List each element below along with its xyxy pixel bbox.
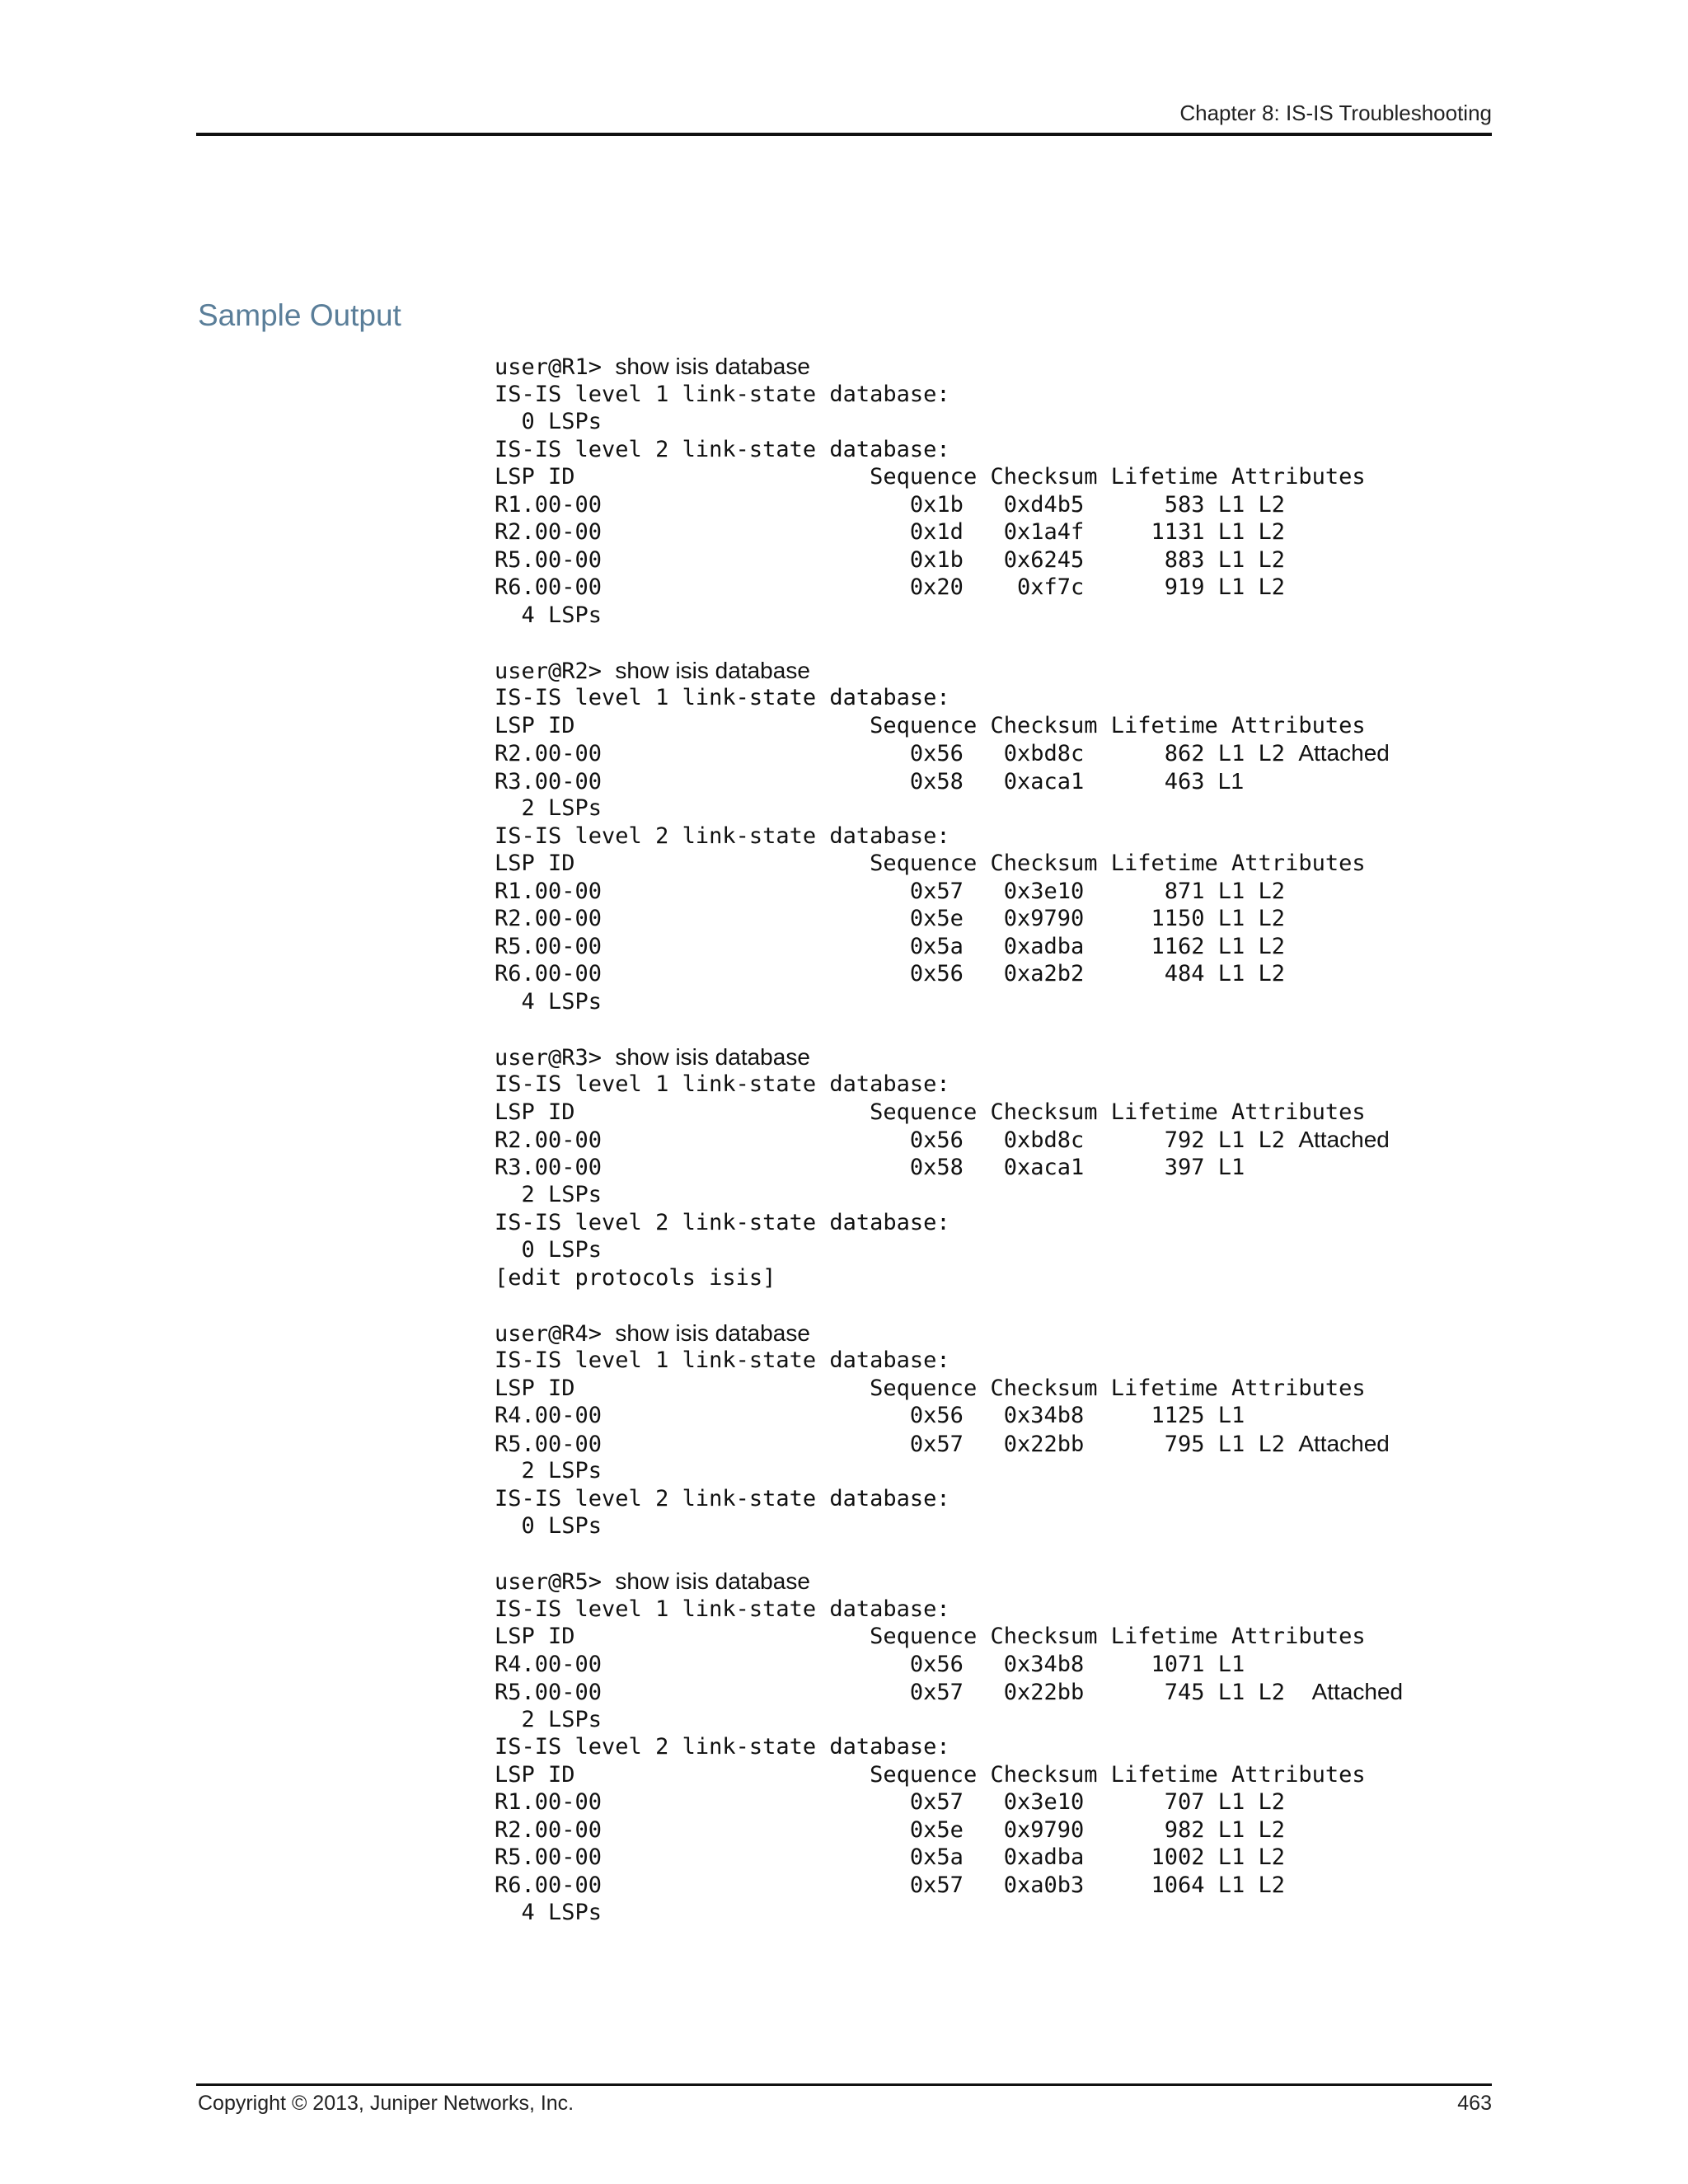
cli-command-line bbox=[495, 353, 1403, 381]
cli-text: R5.00-00 0x5a 0xadba 1162 L1 L2 bbox=[495, 933, 1286, 959]
header-divider bbox=[196, 133, 1492, 136]
cli-output-line bbox=[495, 1181, 1403, 1209]
cli-text: R1.00-00 0x57 0x3e10 871 L1 L2 bbox=[495, 878, 1286, 904]
cli-command-line bbox=[495, 1043, 1403, 1071]
cli-output-line bbox=[495, 1816, 1403, 1844]
cli-command-line bbox=[495, 1319, 1403, 1347]
cli-text: R5.00-00 0x57 0x22bb 745 L1 L2 bbox=[495, 1680, 1312, 1705]
cli-output-line bbox=[495, 1651, 1403, 1679]
cli-text: LSP ID Sequence Checksum Lifetime Attributes bbox=[495, 1624, 1366, 1649]
cli-output-line bbox=[495, 1375, 1403, 1403]
running-header: Chapter 8: IS-IS Troubleshooting bbox=[1179, 101, 1492, 125]
cli-text: [edit protocols isis] bbox=[495, 1264, 776, 1291]
cli-text: 2 LSPs bbox=[495, 1706, 603, 1732]
cli-output-line bbox=[495, 1071, 1403, 1099]
cli-text: user@R1> bbox=[495, 354, 616, 380]
cli-output-line bbox=[495, 381, 1403, 409]
cli-text: LSP ID Sequence Checksum Lifetime Attributes bbox=[495, 464, 1366, 490]
cli-output-line bbox=[495, 602, 1403, 630]
cli-text: R5.00-00 0x57 0x22bb 795 L1 L2 bbox=[495, 1431, 1299, 1457]
cli-output-line bbox=[495, 1733, 1403, 1761]
cli-output-line bbox=[495, 1457, 1403, 1485]
cli-output-line bbox=[495, 629, 1403, 657]
cli-text: user@R3> bbox=[495, 1044, 616, 1071]
cli-output-line bbox=[495, 1236, 1403, 1264]
cli-output-line bbox=[495, 1761, 1403, 1789]
cli-output-line bbox=[495, 1844, 1403, 1872]
cli-command: show isis database bbox=[615, 354, 810, 379]
cli-text: R3.00-00 0x58 0xaca1 397 L1 bbox=[495, 1154, 1245, 1180]
cli-output-line bbox=[495, 1402, 1403, 1430]
page-number: 463 bbox=[1457, 2092, 1492, 2115]
cli-output-line bbox=[495, 1540, 1403, 1568]
cli-text: 2 LSPs bbox=[495, 1182, 603, 1207]
cli-command: show isis database bbox=[615, 657, 810, 683]
cli-text: R2.00-00 0x5e 0x9790 1150 L1 L2 bbox=[495, 906, 1286, 931]
cli-output-line bbox=[495, 1788, 1403, 1816]
cli-output-line bbox=[495, 1485, 1403, 1513]
cli-text: R2.00-00 0x56 0xbd8c 792 L1 L2 bbox=[495, 1127, 1299, 1153]
cli-output-line bbox=[495, 1596, 1403, 1624]
cli-output-line bbox=[495, 1347, 1403, 1375]
cli-output-line bbox=[495, 767, 1403, 795]
cli-output-line bbox=[495, 436, 1403, 464]
cli-text: R1.00-00 0x57 0x3e10 707 L1 L2 bbox=[495, 1789, 1286, 1815]
cli-output-line bbox=[495, 491, 1403, 519]
cli-output-line bbox=[495, 684, 1403, 712]
cli-output-line bbox=[495, 1512, 1403, 1540]
cli-text: R2.00-00 0x56 0xbd8c 862 L1 L2 bbox=[495, 741, 1299, 766]
cli-text: IS-IS level 2 link-state database: bbox=[495, 823, 950, 849]
cli-text: R4.00-00 0x56 0x34b8 1125 L1 bbox=[495, 1403, 1245, 1428]
cli-output-line bbox=[495, 463, 1403, 491]
cli-text: IS-IS level 2 link-state database: bbox=[495, 436, 950, 462]
cli-output-line bbox=[495, 1264, 1403, 1292]
cli-text: 0 LSPs bbox=[495, 1237, 603, 1263]
cli-output-line bbox=[495, 739, 1403, 767]
cli-text: LSP ID Sequence Checksum Lifetime Attributes bbox=[495, 1099, 1366, 1125]
cli-output-line bbox=[495, 408, 1403, 436]
cli-output-line bbox=[495, 1126, 1403, 1154]
cli-output-line bbox=[495, 712, 1403, 740]
cli-output-block bbox=[495, 353, 1403, 1927]
cli-output-line bbox=[495, 546, 1403, 574]
cli-output-line bbox=[495, 1623, 1403, 1651]
cli-text: 2 LSPs bbox=[495, 1458, 603, 1483]
footer-divider bbox=[196, 2083, 1492, 2086]
cli-text: IS-IS level 1 link-state database: bbox=[495, 381, 950, 407]
cli-output-line bbox=[495, 878, 1403, 906]
cli-text: R2.00-00 0x5e 0x9790 982 L1 L2 bbox=[495, 1816, 1286, 1843]
cli-text: IS-IS level 1 link-state database: bbox=[495, 685, 950, 710]
lsp-attribute-highlight: Attached bbox=[1298, 740, 1390, 766]
cli-output-line bbox=[495, 1209, 1403, 1237]
cli-text: IS-IS level 2 link-state database: bbox=[495, 1485, 950, 1511]
cli-text: IS-IS level 2 link-state database: bbox=[495, 1209, 950, 1235]
cli-text: IS-IS level 2 link-state database: bbox=[495, 1734, 950, 1760]
cli-text: 0 LSPs bbox=[495, 1513, 603, 1539]
cli-text: LSP ID Sequence Checksum Lifetime Attributes bbox=[495, 1761, 1366, 1788]
cli-output-line bbox=[495, 1430, 1403, 1458]
cli-output-line bbox=[495, 1872, 1403, 1900]
cli-output-line bbox=[495, 960, 1403, 988]
lsp-attribute-highlight: Attached bbox=[1298, 1127, 1390, 1152]
cli-text: R5.00-00 0x5a 0xadba 1002 L1 L2 bbox=[495, 1844, 1286, 1870]
cli-text: IS-IS level 1 link-state database: bbox=[495, 1596, 950, 1622]
cli-output-line bbox=[495, 850, 1403, 878]
cli-output-line bbox=[495, 1099, 1403, 1127]
cli-text: R6.00-00 0x56 0xa2b2 484 L1 L2 bbox=[495, 961, 1286, 987]
cli-text: R5.00-00 0x1b 0x6245 883 L1 L2 bbox=[495, 546, 1286, 573]
lsp-attribute-highlight: L1 bbox=[1217, 767, 1244, 794]
cli-command: show isis database bbox=[615, 1043, 810, 1070]
cli-text: R3.00-00 0x58 0xaca1 463 bbox=[495, 768, 1218, 794]
footer-copyright: Copyright © 2013, Juniper Networks, Inc. bbox=[198, 2092, 574, 2115]
cli-text: R4.00-00 0x56 0x34b8 1071 L1 bbox=[495, 1651, 1245, 1677]
cli-output-line bbox=[495, 1154, 1403, 1182]
cli-command-line bbox=[495, 1568, 1403, 1596]
cli-command: show isis database bbox=[615, 1319, 810, 1346]
cli-text: R6.00-00 0x20 0xf7c 919 L1 L2 bbox=[495, 574, 1286, 600]
cli-output-line bbox=[495, 574, 1403, 602]
cli-text: R6.00-00 0x57 0xa0b3 1064 L1 L2 bbox=[495, 1872, 1286, 1898]
cli-text: user@R5> bbox=[495, 1569, 616, 1595]
cli-output-line bbox=[495, 518, 1403, 546]
cli-output-line bbox=[495, 1899, 1403, 1927]
cli-text: 4 LSPs bbox=[495, 988, 603, 1015]
lsp-attribute-highlight: Attached bbox=[1298, 1430, 1390, 1456]
cli-output-line bbox=[495, 933, 1403, 961]
cli-text: user@R2> bbox=[495, 658, 616, 684]
cli-text: LSP ID Sequence Checksum Lifetime Attributes bbox=[495, 712, 1366, 738]
cli-output-line bbox=[495, 794, 1403, 823]
cli-output-line bbox=[495, 823, 1403, 851]
cli-text: LSP ID Sequence Checksum Lifetime Attributes bbox=[495, 851, 1366, 876]
section-title: Sample Output bbox=[198, 298, 401, 332]
cli-text: 2 LSPs bbox=[495, 795, 603, 821]
cli-output-line bbox=[495, 1015, 1403, 1043]
cli-command: show isis database bbox=[615, 1568, 810, 1594]
cli-output-line bbox=[495, 1291, 1403, 1319]
cli-text: LSP ID Sequence Checksum Lifetime Attributes bbox=[495, 1375, 1366, 1401]
cli-text: 4 LSPs bbox=[495, 602, 603, 628]
cli-text: R2.00-00 0x1d 0x1a4f 1131 L1 L2 bbox=[495, 519, 1286, 545]
lsp-attribute-highlight: Attached bbox=[1311, 1679, 1404, 1704]
cli-text: IS-IS level 1 link-state database: bbox=[495, 1071, 950, 1097]
cli-output-line bbox=[495, 988, 1403, 1016]
cli-output-line bbox=[495, 1678, 1403, 1706]
cli-text: 4 LSPs bbox=[495, 1900, 603, 1925]
cli-text: R1.00-00 0x1b 0xd4b5 583 L1 L2 bbox=[495, 491, 1286, 518]
cli-text: 0 LSPs bbox=[495, 409, 603, 434]
cli-output-line bbox=[495, 1706, 1403, 1734]
cli-output-line bbox=[495, 905, 1403, 933]
cli-text: IS-IS level 1 link-state database: bbox=[495, 1347, 950, 1373]
cli-text: user@R4> bbox=[495, 1320, 616, 1347]
cli-command-line bbox=[495, 657, 1403, 685]
